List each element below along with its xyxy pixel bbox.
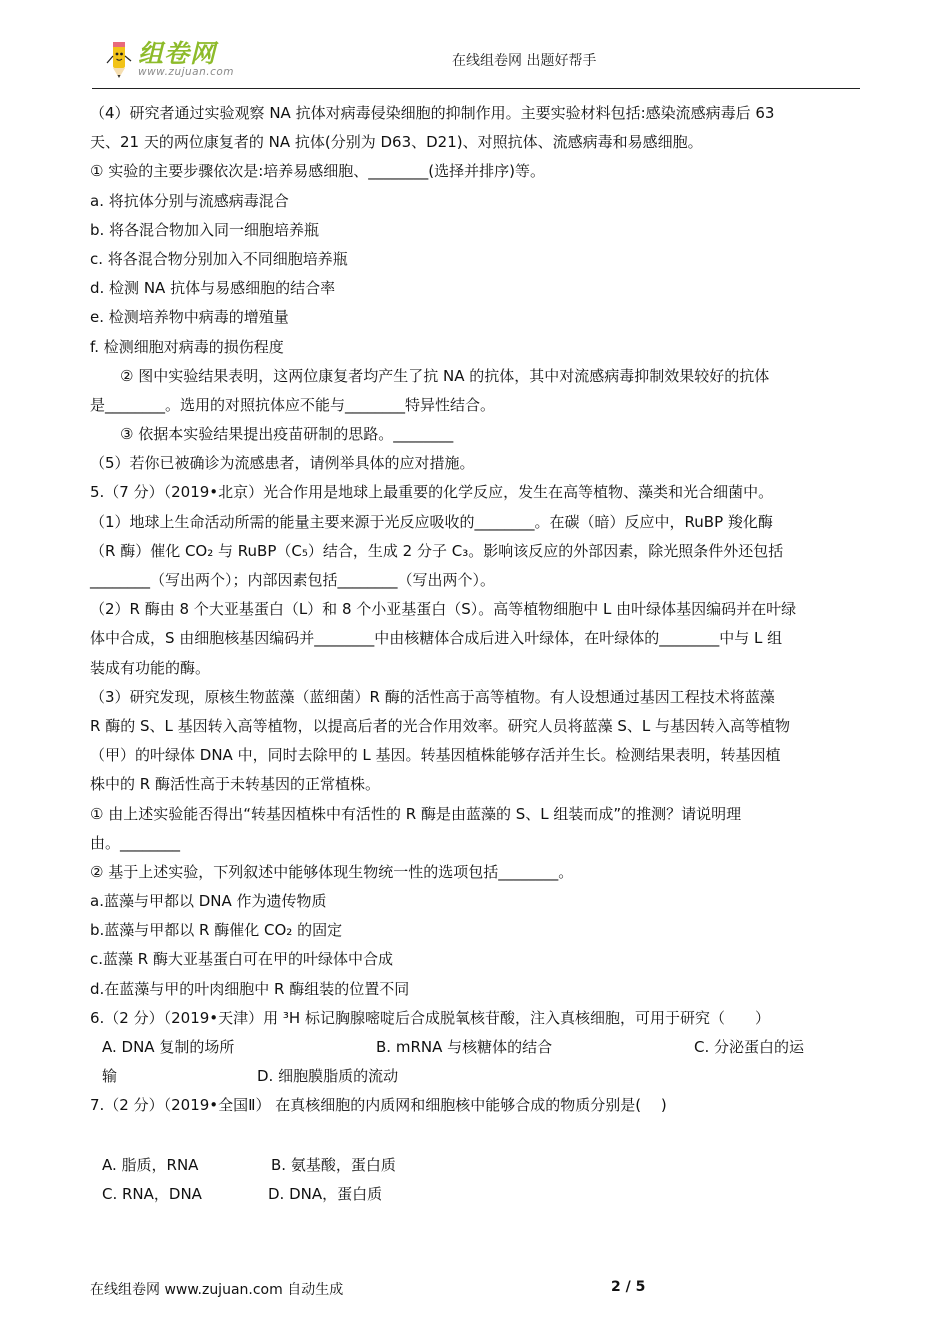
logo-url-text: www.zujuan.com [138,66,235,78]
option-b: B. 氨基酸，蛋白质 [271,1155,396,1174]
option-line: c.蓝藻 R 酶大亚基蛋白可在甲的叶绿体中合成 [90,950,393,969]
text-line: ① 实验的主要步骤依次是:培养易感细胞、________(选择并排序)等。 [90,162,545,181]
question-6-options-row-1 [90,1033,860,1062]
question-body [90,99,860,1209]
text-line: 株中的 R 酶活性高于未转基因的正常植株。 [90,775,380,794]
text-line: R 酶的 S、L 基因转入高等植物，以提高后者的光合作用效率。研究人员将蓝藻 S、L 与基因转入高等植物 [90,716,791,735]
text-line: ① 由上述实验能否得出“转基因植株中有活性的 R 酶是由蓝藻的 S、L 组装而成”的推测？请说明理 [90,804,742,823]
text-line: 体中合成，S 由细胞核基因编码并________中由核糖体合成后进入叶绿体，在叶绿体的________中与 L 组 [90,629,783,648]
header-tagline: 在线组卷网 出题好帮手 [452,53,597,69]
question-5-stem: 5.（7 分）（2019•北京）光合作用是地球上最重要的化学反应，发生在高等植物、藻类和光合细菌中。 [90,483,774,502]
text-line: ② 基于上述实验，下列叙述中能够体现生物统一性的选项包括________。 [90,862,574,881]
question-7-options-row-2 [90,1180,860,1209]
text-line: 由。________ [90,833,181,852]
text-line: （3）研究发现，原核生物蓝藻（蓝细菌）R 酶的活性高于高等植物。有人设想通过基因工程技术将蓝藻 [90,687,775,706]
text-line: 装成有功能的酶。 [90,658,211,677]
option-line: e. 检测培养物中病毒的增殖量 [90,308,289,327]
option-line: a.蓝藻与甲都以 DNA 作为遗传物质 [90,892,327,911]
option-line: b. 将各混合物加入同一细胞培养瓶 [90,220,320,239]
text-line: （R 酶）催化 CO₂ 与 RuBP（C₅）结合，生成 2 分子 C₃。影响该反应的外部因素，除光照条件外还包括 [90,541,784,560]
logo-brand-text: 组卷网 [138,39,217,68]
option-line: b.蓝藻与甲都以 R 酶催化 CO₂ 的固定 [90,921,343,940]
page-header [92,24,860,90]
option-a: A. DNA 复制的场所 [102,1038,235,1056]
option-d: D. 细胞膜脂质的流动 [257,1067,399,1086]
text-line: 天、21 天的两位康复者的 NA 抗体(分别为 D63、D21)、对照抗体、流感病毒和易感细胞。 [90,133,703,152]
text-line: ③ 依据本实验结果提出疫苗研制的思路。________ [120,425,454,444]
option-a: A. 脂质，RNA [102,1155,199,1174]
text-line: ② 图中实验结果表明，这两位康复者均产生了抗 NA 的抗体，其中对流感病毒抑制效果较好的抗体 [120,366,770,385]
option-d: D. DNA，蛋白质 [268,1184,383,1203]
option-line: c. 将各混合物分别加入不同细胞培养瓶 [90,249,348,268]
question-7-stem: 7.（2 分）（2019•全国Ⅱ） 在真核细胞的内质网和细胞核中能够合成的物质分别是( ) [90,1096,667,1115]
text-line: （1）地球上生命活动所需的能量主要来源于光反应吸收的________。在碳（暗）反应中，RuBP 羧化酶 [90,512,773,531]
text-line: ________（写出两个）；内部因素包括________（写出两个）。 [90,571,496,589]
text-line: （5）若你已被确诊为流感患者，请例举具体的应对措施。 [90,454,475,473]
question-6-options-row-2 [90,1062,860,1091]
spacer [90,1121,860,1151]
option-c-continued: 输 [102,1067,118,1086]
option-line: d.在蓝藻与甲的叶肉细胞中 R 酶组装的位置不同 [90,979,410,998]
option-b: B. mRNA 与核糖体的结合 [376,1038,553,1056]
option-c: C. RNA，DNA [102,1184,202,1203]
text-line: 是________。选用的对照抗体应不能与________特异性结合。 [90,395,496,414]
text-line: （4）研究者通过实验观察 NA 抗体对病毒侵染细胞的抑制作用。主要实验材料包括:感染流感病毒后 63 [90,104,775,122]
question-7-options-row-1 [90,1151,860,1180]
question-6-stem: 6.（2 分）（2019•天津）用 ³H 标记胸腺嘧啶后合成脱氧核苷酸，注入真核细胞，可用于研究（ ） [90,1008,770,1027]
text-line: （2）R 酶由 8 个大亚基蛋白（L）和 8 个小亚基蛋白（S）。高等植物细胞中 L 由叶绿体基因编码并在叶绿 [90,600,797,619]
header-divider [92,88,860,89]
text-line: （甲）的叶绿体 DNA 中，同时去除甲的 L 基因。转基因植株能够存活并生长。检测结果表明，转基因植 [90,746,781,765]
option-c: C. 分泌蛋白的运 [694,1038,805,1056]
zujuan-logo[interactable] [104,32,244,82]
page-number: 2 / 5 [611,1279,646,1295]
option-line: f. 检测细胞对病毒的损伤程度 [90,337,284,356]
option-line: a. 将抗体分别与流感病毒混合 [90,191,289,210]
option-line: d. 检测 NA 抗体与易感细胞的结合率 [90,279,336,298]
footer-source: 在线组卷网 www.zujuan.com 自动生成 [90,1282,344,1298]
pencil-mascot-icon [104,36,134,80]
